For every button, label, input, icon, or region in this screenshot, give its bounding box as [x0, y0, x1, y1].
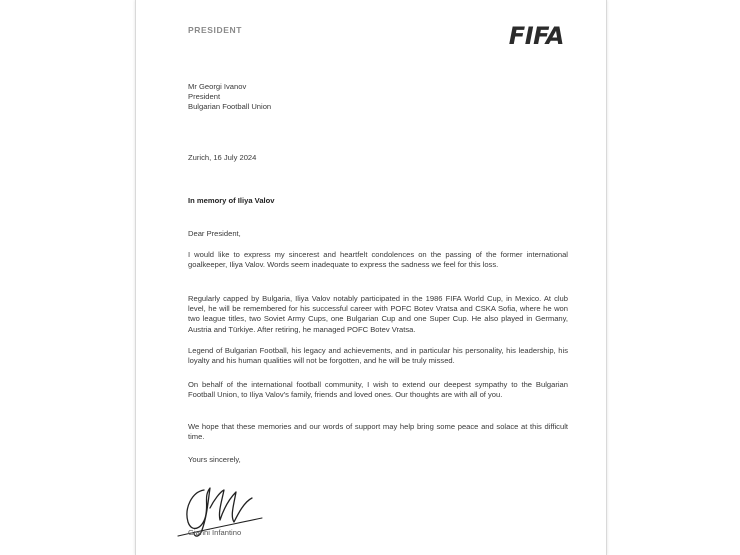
recipient-organization: Bulgarian Football Union: [188, 102, 272, 112]
paragraph-hope: We hope that these memories and our words of support may help bring some peace and solace at this difficult time.: [188, 422, 568, 442]
fifa-logo: FIFA: [508, 22, 564, 50]
paragraph-condolences: I would like to express my sincerest and heartfelt condolences on the passing of the former international goalkeeper, Iliya Valov. Words seem inadequate to express the sadness we feel for this loss.: [188, 250, 568, 270]
paragraph-legacy: Legend of Bulgarian Football, his legacy and achievements, and in particular his personality, his leadership, his loyalty and his human qualities will not be forgotten, and he will be truly missed.: [188, 346, 568, 366]
closing-line: Yours sincerely,: [188, 455, 241, 464]
recipient-name: Mr Georgi Ivanov: [188, 82, 247, 91]
letterhead-office-label: PRESIDENT: [188, 25, 243, 35]
letter-page: [135, 0, 607, 555]
date-line: Zurich, 16 July 2024: [188, 153, 257, 162]
recipient-block: [188, 82, 568, 113]
letter-subject: In memory of Iliya Valov: [188, 196, 275, 205]
paragraph-sympathy: On behalf of the international football community, I wish to extend our deepest sympathy to the Bulgarian Football Union, to Iliya Valov's family, friends and loved ones. Our thoughts are with all of you.: [188, 380, 568, 400]
signer-name: Gianni Infantino: [188, 528, 242, 537]
paragraph-career: Regularly capped by Bulgaria, Iliya Valov notably participated in the 1986 FIFA World Cup, in Mexico. At club level, he will be remembered for his successful career with POFC Botev Vratsa and CSKA Sofia, where he won two league titles, two Soviet Army Cups, one Bulgarian Cup and one Super Cup. He also played in Germany, Austria and Türkiye. After retiring, he managed POFC Botev Vratsa.: [188, 294, 568, 334]
recipient-title: President: [188, 92, 221, 102]
salutation: Dear President,: [188, 229, 241, 238]
